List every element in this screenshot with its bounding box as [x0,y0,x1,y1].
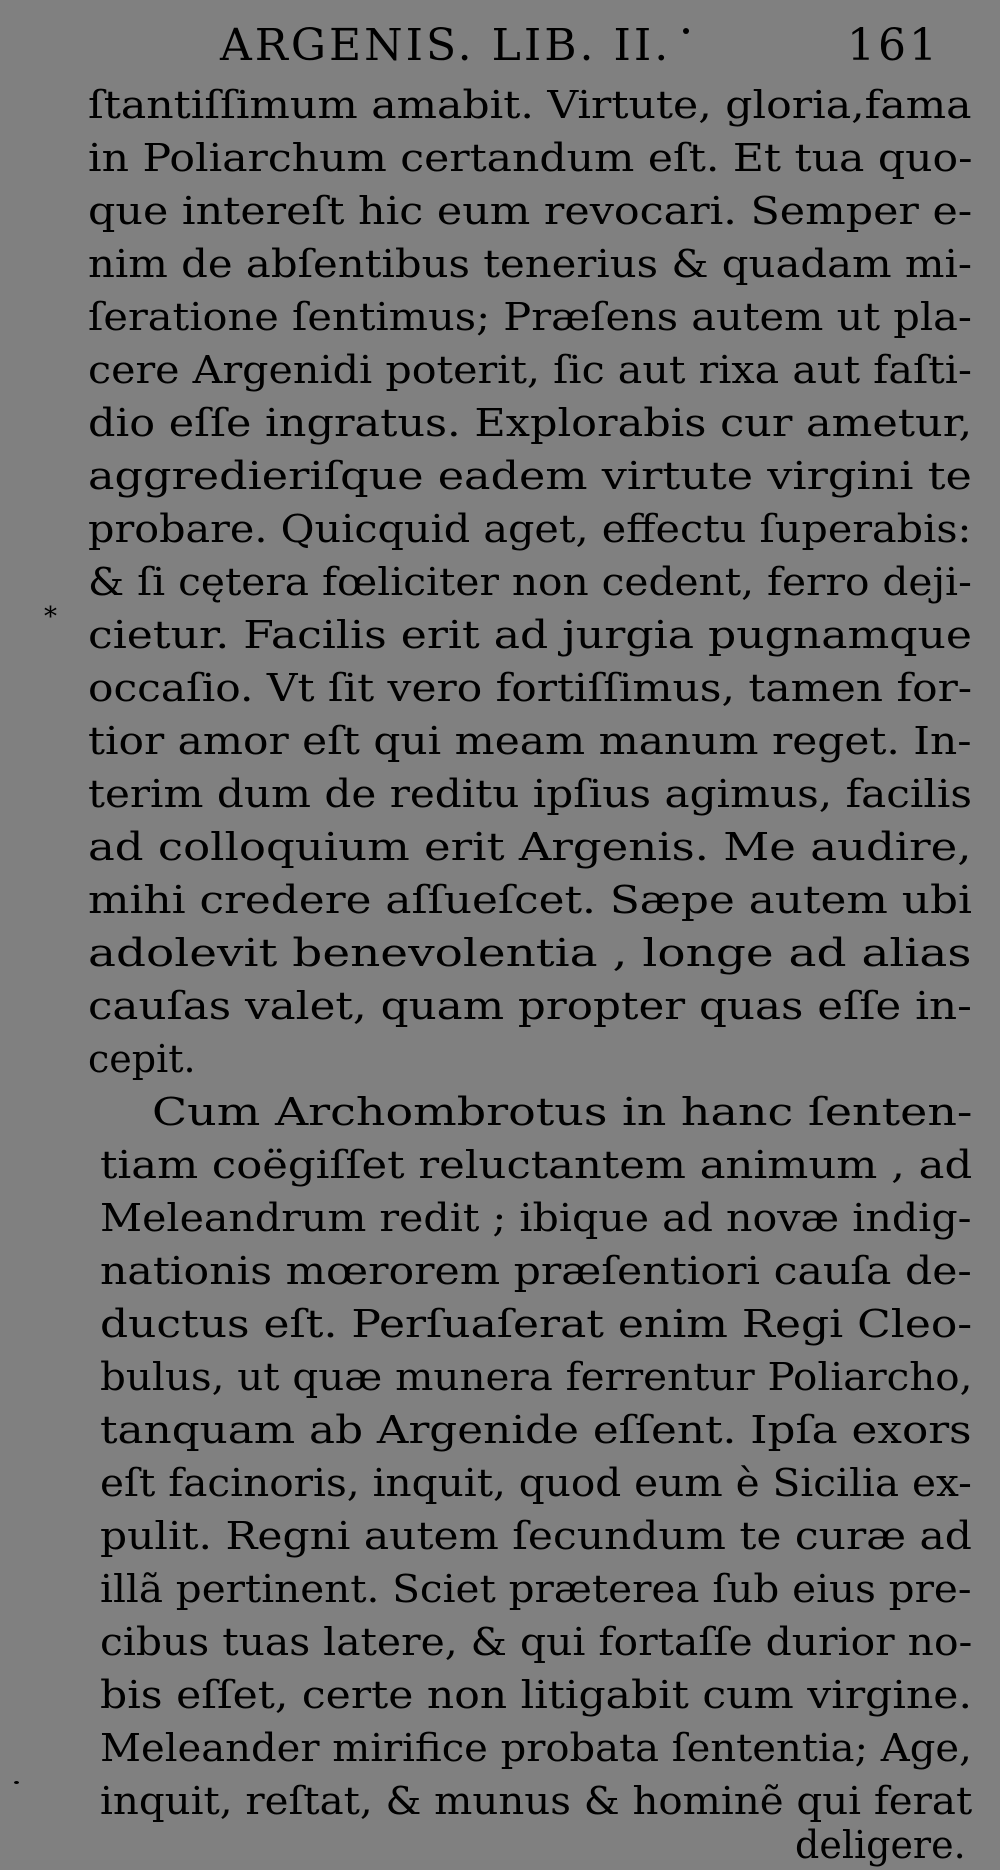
text-line: nim de abſentibus tenerius & quadam mi- [88,242,973,286]
text-line: nationis mœrorem præſentiori cauſa de- [100,1249,972,1293]
text-line: inquit, reſtat, & munus & hominẽ qui ferat [100,1779,973,1823]
text-line: bulus, ut quæ munera ferrentur Poliarcho, [100,1355,973,1399]
text-line: cietur. Facilis erit ad jurgia pugnamque [88,613,973,657]
text-line: illã pertinent. Sciet præterea ſub eius pre- [100,1567,972,1611]
text-line: occaſio. Vt ſit vero fortiſſimus, tamen for- [88,666,973,710]
text-line: adolevit benevolentia , longe ad alias [88,931,972,975]
text-line: Meleander mirifice probata ſententia; Age, [100,1726,972,1770]
text-line: tior amor eſt qui meam manum reget. In- [88,719,972,763]
text-line: Cum Archombrotus in hanc ſenten- [152,1090,973,1134]
text-line: eſt facinoris, inquit, quod eum è Sicilia ex- [100,1461,972,1505]
text-line: que intereſt hic eum revocari. Semper e- [88,189,973,233]
ink-speck [683,28,689,34]
text-line: mihi credere aſſueſcet. Sæpe autem ubi [88,878,972,922]
text-line: & ſi cętera fœliciter non cedent, ferro deji- [88,560,972,604]
text-line: dio eſſe ingratus. Explorabis cur ametur, [88,401,973,445]
text-line: deligere. [795,1823,966,1867]
text-line: in Poliarchum certandum eſt. Et tua quo- [88,136,973,180]
text-line: aggredieriſque eadem virtute virgini te [88,454,972,498]
text-line: cauſas valet, quam propter quas eſſe in- [88,984,972,1028]
text-line: cepit. [88,1037,196,1081]
text-line: cibus tuas latere, & qui fortaſſe durior no- [100,1620,973,1664]
margin-mark: * [44,602,57,632]
text-line: tanquam ab Argenide eſſent. Ipſa exors [100,1408,972,1452]
ink-speck [14,1781,19,1784]
text-line: pulit. Regni autem ſecundum te curæ ad [100,1514,972,1558]
text-line: tiam coëgiſſet reluctantem animum , ad [100,1143,973,1187]
text-line: probare. Quicquid aget, effectu ſuperabis: [88,507,972,551]
text-line: Meleandrum redit ; ibique ad novæ indig- [100,1196,972,1240]
text-line: bis eſſet, certe non litigabit cum virgine. [100,1673,972,1717]
running-title: ARGENIS. LIB. II. [220,20,672,71]
text-line: ſeratione ſentimus; Præſens autem ut pla- [88,295,972,339]
text-line: ſtantiſſimum amabit. Virtute, gloria,fama [88,83,972,127]
text-line: terim dum de reditu ipſius agimus, facilis [88,772,972,816]
text-line: ductus eſt. Perſuaſerat enim Regi Cleo- [100,1302,973,1346]
text-line: cere Argenidi poterit, ſic aut rixa aut faſti- [88,348,972,392]
page-number: 161 [847,20,940,71]
text-line: ad colloquium erit Argenis. Me audire, [88,825,972,869]
